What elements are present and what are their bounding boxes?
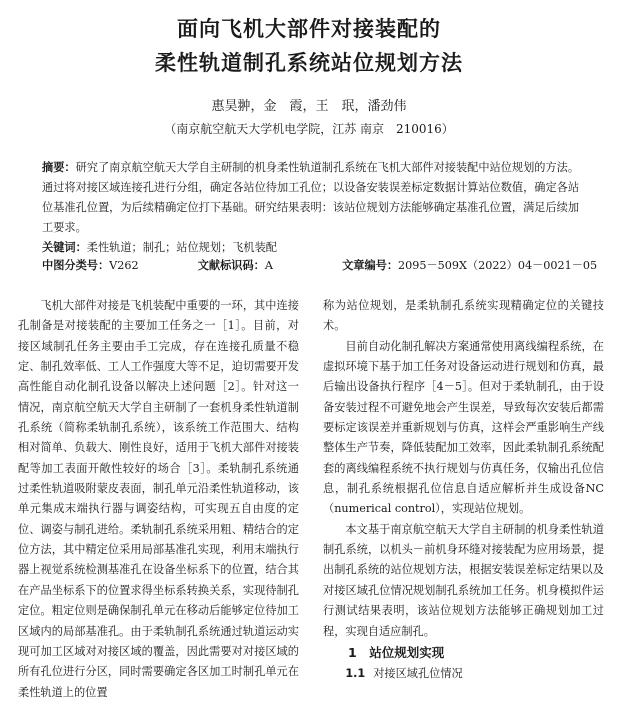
clc-value: V262 <box>109 259 139 272</box>
affiliation: （南京航空航天大学机电学院，江苏 南京 210016） <box>164 122 454 136</box>
abstract-text: 研究了南京航空航天大学自主研制的机身柔性轨道制孔系统在飞机大部件对接装配中站位规划的方法。通过将对接区域连接孔进行分组，确定各站位待加工孔位；以设备安装误差标定数据计算站位数值，确定各站位基准孔位置，为后续精确定位打下基础。研究结果表明：该站位规划方法能够确定基准孔位置，满足后续加工要求。 <box>42 161 580 234</box>
right-paragraph-1: 称为站位规划，是柔轨制孔系统实现精确定位的关键技术。 <box>323 299 604 333</box>
right-paragraph-2: 目前自动化制孔解决方案通常使用离线编程系统，在虚拟环境下基于加工任务对设备运动进行规划和仿真，最后输出设备执行程序［4－5］。但对于柔轨制孔，由于设备安装过程不可避免地会产生误差，导致每次安装后都需要标定该误差并重新规划与仿真，这样会严重影响生产线整体生产节奏，降低装配加工效率，因此柔轨制孔系统配套的离线编程系统不执行规划与仿真任务，仅输出孔位信息，制孔系统根据孔位信息自适应解析并生成设备NC（numerical control），实现站位规划。 <box>323 339 604 516</box>
classification-line <box>42 257 598 275</box>
right-column <box>323 296 604 684</box>
keywords <box>42 238 582 258</box>
abstract-label: 摘要： <box>42 161 76 174</box>
keywords-text: 柔性轨道；制孔；站位规划；飞机装配 <box>86 241 277 254</box>
keywords-label: 关键词： <box>42 241 87 254</box>
left-column <box>18 296 299 703</box>
subsection-heading-1-1 <box>323 664 604 684</box>
authors: 惠昊翀，金 霞，王 珉，潘劲伟 <box>211 99 407 114</box>
clc-label: 中图分类号： <box>42 259 110 272</box>
title-line-2: 柔性轨道制孔系统站位规划方法 <box>155 50 463 75</box>
subsection-title: 对接区域孔位情况 <box>373 666 463 680</box>
article-no-value: 2095－509X（2022）04－0021－05 <box>398 259 598 272</box>
section-heading-1: 1 站位规划实现 <box>348 644 445 660</box>
doc-code-value: A <box>264 259 273 272</box>
abstract <box>42 158 582 258</box>
right-paragraph-3: 本文基于南京航空航天大学自主研制的机身柔性轨道制孔系统，以机头－前机身环缝对接装配为应用场景，提出制孔系统的站位规划方法，根据安装误差标定结果以及对接区域孔位情况规划制孔系统加工任务。机身模拟件运行测试结果表明，该站位规划方法能够正确规划加工过程，实现自适应制孔。 <box>323 522 604 638</box>
doc-code-label: 文献标识码： <box>197 259 265 272</box>
subsection-number: 1.1 <box>345 666 366 680</box>
left-paragraph: 飞机大部件对接是飞机装配中重要的一环，其中连接孔制备是对接装配的主要加工任务之一［1］。目前，对接区域制孔任务主要由手工完成，存在连接孔质量不稳定、制孔效率低、工人工作强度大等不足，迫切需要开发高性能自动化制孔设备以解决上述问题［2］。针对这一情况，南京航空航天大学自主研制了一套机身柔性轨道制孔系统（简称柔轨制孔系统），该系统工作范围大、结构相对简单、负载大、刚性良好，适用于飞机大部件对接装配等加工表面开敞性较好的场合［3］。柔轨制孔系统通过柔性轨道吸附蒙皮表面，制孔单元沿柔性轨道移动，该单元集成末端执行器与调姿结构，可实现五自由度的定位、调姿与制孔进给。柔轨制孔系统采用粗、精结合的定位方法，其中精定位采用局部基准孔实现，利用末端执行器上视觉系统检测基准孔在设备坐标系下的位置，结合其在产品坐标系下的位置求得坐标系转换关系，实现待制孔定位。粗定位则是确保制孔单元在移动后能够定位待加工区域内的局部基准孔。由于柔轨制孔系统通过轨道运动实现可加工区域对对接区域的覆盖，因此需要对对接区域的所有孔位进行分区，同时需要确定各区加工时制孔单元在柔性轨道上的位置 <box>18 299 299 699</box>
article-no-label: 文章编号： <box>342 259 399 272</box>
title-line-1: 面向飞机大部件对接装配的 <box>177 16 441 41</box>
